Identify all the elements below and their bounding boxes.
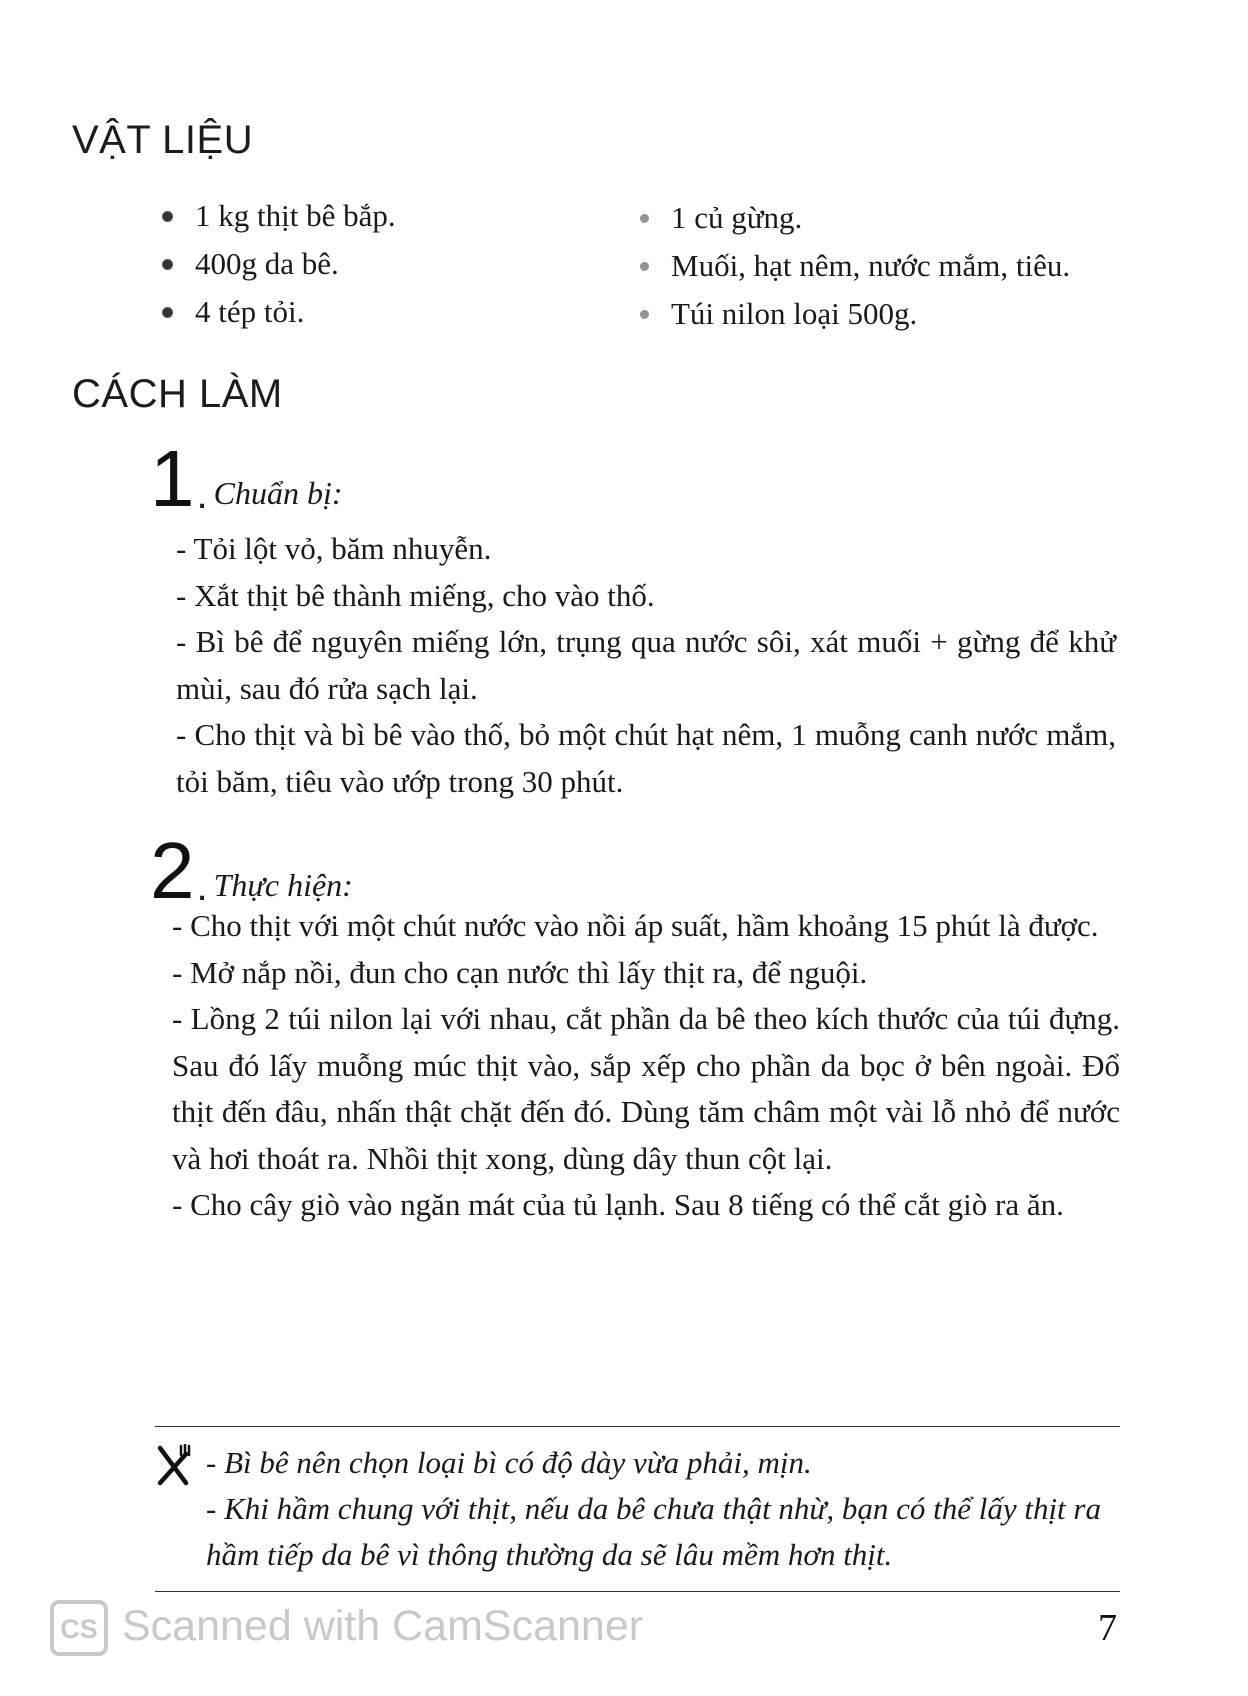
material-item-text: Túi nilon loại 500g. — [671, 296, 918, 331]
tip-line: - Khi hầm chung với thịt, nếu da bê chưa thật nhừ, bạn có thể lấy thịt ra hầm tiếp da bê vì thông thường da sẽ lâu mềm hơn thịt. — [206, 1491, 1101, 1572]
step-line: - Cho thịt và bì bê vào thố, bỏ một chút hạt nêm, 1 muỗng canh nước mắm, tỏi băm, tiêu vào ướp trong 30 phút. — [176, 717, 1116, 799]
camscanner-logo — [50, 1600, 108, 1656]
step-line: - Xắt thịt bê thành miếng, cho vào thố. — [176, 577, 655, 613]
step-line: - Tỏi lột vỏ, băm nhuyễn. — [176, 531, 492, 566]
page-number: 7 — [1098, 1607, 1117, 1649]
list-item — [162, 240, 396, 288]
step-1-heading — [150, 434, 343, 523]
step-line: - Cho thịt với một chút nước vào nồi áp suất, hầm khoảng 15 phút là được. — [172, 908, 1099, 943]
material-item-text: 4 tép tỏi. — [195, 294, 305, 329]
step-2-body — [172, 903, 1120, 1229]
fork-knife-icon — [154, 1444, 192, 1486]
step-line: - Mở nắp nồi, đun cho cạn nước thì lấy thịt ra, để nguội. — [172, 954, 868, 990]
material-item-text: 1 kg thịt bê bắp. — [195, 198, 396, 233]
step-line: - Lồng 2 túi nilon lại với nhau, cắt phần da bê theo kích thước của túi đựng. Sau đó lấy muỗng múc thịt vào, sắp xếp cho phần da bọc ở bên ngoài. Đổ thịt đến đâu, nhấn thật chặt đến đó. Dùng tăm châm một vài lỗ nhỏ để nước và hơi thoát ra. Nhồi thịt xong, dùng dây thun cột lại. — [172, 1001, 1120, 1176]
step-number: 2 — [150, 826, 195, 915]
tip-divider-bottom — [155, 1591, 1120, 1592]
step-line: - Bì bê để nguyên miếng lớn, trụng qua nước sôi, xát muối + gừng để khử mùi, sau đó rửa sạch lại. — [176, 624, 1116, 706]
step-number-dot: . — [196, 473, 208, 517]
step-label: Chuẩn bị: — [213, 475, 343, 511]
step-number-dot: . — [196, 865, 208, 909]
tip-text — [206, 1440, 1136, 1578]
step-1-body — [176, 526, 1116, 805]
materials-list-right — [640, 194, 1070, 338]
step-2-heading — [150, 826, 353, 915]
tip-line: - Bì bê nên chọn loại bì có độ dày vừa phải, mịn. — [206, 1445, 812, 1480]
list-item — [162, 288, 396, 336]
list-item — [640, 242, 1070, 290]
list-item — [640, 194, 1070, 242]
list-item — [640, 290, 1070, 338]
bullet-dot-icon — [640, 214, 649, 223]
svg-text:CS: CS — [60, 1614, 98, 1644]
bullet-dot-icon — [162, 211, 173, 222]
bullet-dot-icon — [640, 262, 649, 271]
tip-divider-top — [155, 1426, 1120, 1427]
materials-title: VẬT LIỆU — [72, 118, 254, 162]
material-item-text: 400g da bê. — [195, 246, 339, 281]
bullet-dot-icon — [162, 307, 173, 318]
material-item-text: 1 củ gừng. — [671, 200, 803, 235]
step-label: Thực hiện: — [213, 867, 353, 903]
bullet-dot-icon — [162, 259, 173, 270]
material-item-text: Muối, hạt nêm, nước mắm, tiêu. — [671, 248, 1071, 283]
bullet-dot-icon — [640, 310, 649, 319]
materials-list-left — [162, 192, 396, 336]
scanner-watermark-text: Scanned with CamScanner — [122, 1602, 644, 1650]
step-number: 1 — [150, 434, 195, 523]
list-item — [162, 192, 396, 240]
step-line: - Cho cây giò vào ngăn mát của tủ lạnh. Sau 8 tiếng có thể cắt giò ra ăn. — [172, 1187, 1064, 1222]
method-title: CÁCH LÀM — [72, 372, 283, 416]
